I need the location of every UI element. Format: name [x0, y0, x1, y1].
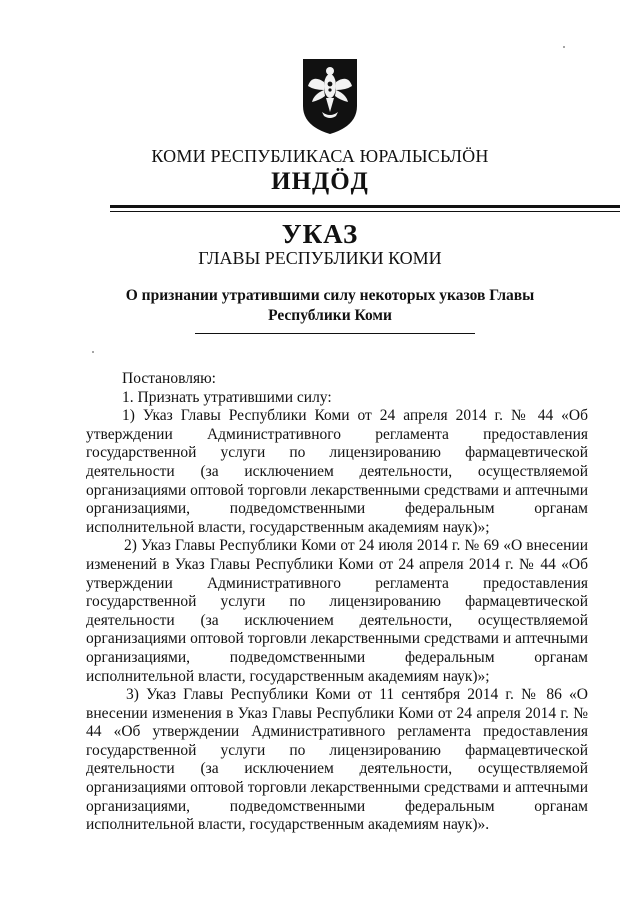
ukaz-title: УКАЗ [281, 219, 359, 249]
item-1-line: 1. Признать утратившими силу: [122, 388, 332, 406]
subject-underline [195, 333, 475, 334]
komi-republic-line: КОМИ РЕСПУБЛИКАСА ЮРАЛЫСЬЛӦН [151, 146, 489, 166]
paragraph-3: 3) Указ Главы Республики Коми от 11 сентября 2014 г. № 86 «О внесении изменения в Указ Главы Республики Коми от 24 апреля 2014 г. № 44 «Об утверждении Административного регламента предоставления государственной услуги по лицензированию фармацевтической деятельности (за исключением деятельности, осуществляемой организациями оптовой торговли лекарственными средствами и аптечными организациями, подведомственными федеральным органам исполнительной власти, государственным академиям наук)». [86, 686, 588, 834]
document-subject [105, 286, 555, 326]
komi-coat-of-arms-icon [300, 56, 360, 136]
header-rule-thin [110, 211, 620, 212]
subject-line-1: О признании утратившими силу некоторых указов Главы [125, 287, 535, 304]
subject-line-2: Республики Коми [268, 307, 392, 324]
scan-speck [92, 351, 94, 353]
paragraph-2: 2) Указ Главы Республики Коми от 24 июля 2014 г. № 69 «О внесении изменений в Указ Главы Республики Коми от 24 апреля 2014 г. № 44 «Об утверждении Административного регламента предоставления государственной услуги по лицензированию фармацевтической деятельности (за исключением деятельности, осуществляемой организациями оптовой торговли лекарственными средствами и аптечными организациями, подведомственными федеральным органам исполнительной власти, государственным академиям наук)»; [86, 537, 588, 685]
paragraph-1: 1) Указ Главы Республики Коми от 24 апреля 2014 г. № 44 «Об утверждении Административного регламента предоставления государственной услуги по лицензированию фармацевтической деятельности (за исключением деятельности, осуществляемой организациями оптовой торговли лекарственными средствами и аптечными организациями, подведомственными федеральным органам исполнительной власти, государственным академиям наук)»; [86, 407, 588, 536]
document-body [86, 370, 588, 835]
indod-title: ИНДӦД [271, 168, 369, 195]
header-rule-thick [110, 205, 620, 208]
glavy-subtitle: ГЛАВЫ РЕСПУБЛИКИ КОМИ [198, 248, 442, 268]
scan-speck [563, 46, 565, 48]
postanovlyayu-line: Постановляю: [122, 370, 216, 387]
